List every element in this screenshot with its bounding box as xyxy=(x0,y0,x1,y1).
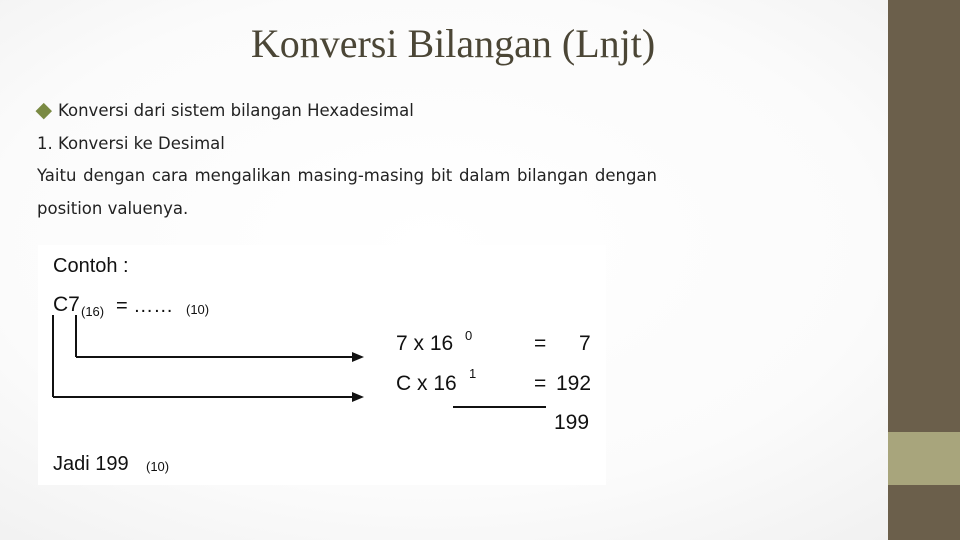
paragraph: Yaitu dengan cara mengalikan masing-masing bit dalam bilangan dengan position valuenya. xyxy=(37,166,657,218)
row-term: C x 16 xyxy=(396,372,457,395)
row-term: 7 x 16 xyxy=(396,332,454,355)
step-heading: 1. Konversi ke Desimal xyxy=(37,133,225,153)
example-heading: Contoh : xyxy=(53,255,129,277)
example-number: C7 xyxy=(53,293,80,316)
row-exponent: 0 xyxy=(465,328,473,343)
conclusion: Jadi 199 xyxy=(53,453,129,475)
bullet-text: Konversi dari sistem bilangan Hexadesimal xyxy=(58,101,414,120)
example-image xyxy=(38,245,606,485)
row-eq: = xyxy=(534,332,547,355)
example-result-base: (10) xyxy=(186,302,210,317)
row-eq: = xyxy=(534,372,547,395)
row-value: 7 xyxy=(579,332,591,355)
diamond-cluster-icon xyxy=(37,104,51,118)
sidebar-accent-dark-bottom xyxy=(888,485,960,540)
example-number-base: (16) xyxy=(81,304,105,319)
example-arrows xyxy=(38,245,606,485)
sidebar-accent-light xyxy=(888,432,960,485)
bullet-line xyxy=(37,95,657,128)
slide-title: Konversi Bilangan (Lnjt) xyxy=(250,21,656,66)
row-exponent: 1 xyxy=(469,366,477,381)
row-value: 192 xyxy=(556,372,592,395)
example-equals: = …… xyxy=(116,295,174,317)
total-value: 199 xyxy=(554,411,590,434)
conclusion-base: (10) xyxy=(146,459,170,474)
slide-body xyxy=(37,95,657,225)
